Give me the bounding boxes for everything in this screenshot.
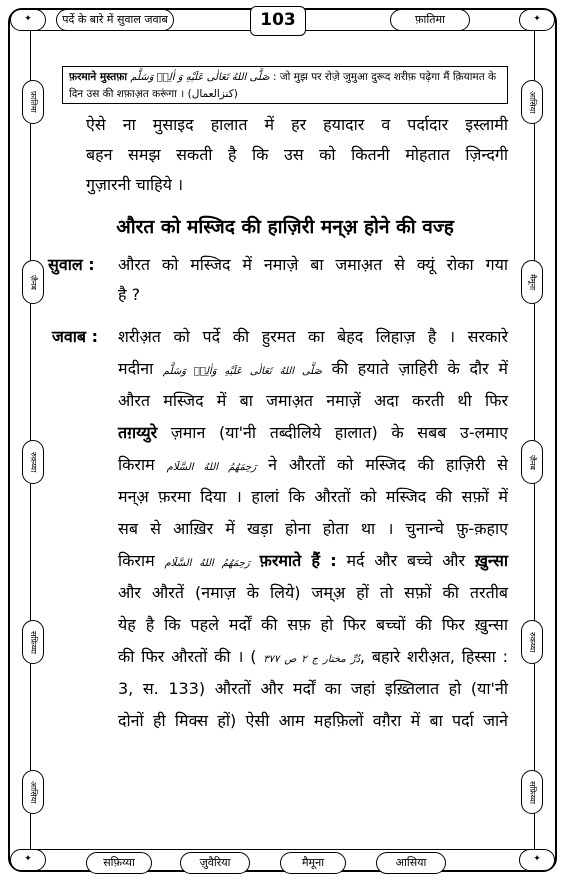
side-label-right-5: सफ़िय्या [521, 770, 543, 814]
side-label-right-4: रुक़य्या [521, 620, 543, 664]
side-label-left-1: फ़ातिमा [22, 80, 44, 124]
text-line [118, 450, 508, 480]
text-line: औरत मस्जिद में बा जमाअ़त नमाज़ें अदा करती थी फिर [118, 391, 508, 410]
text-line: सब से आख़िर में खड़ा होना होता था । चुनान्चे फ़ु-क़हाए [118, 519, 508, 538]
bottom-label-2: ज़ुवैरिया [180, 852, 250, 874]
text-line [118, 354, 508, 384]
section-heading: औरत को मस्जिद की हाज़िरी मन्अ़ होने की वज्ह [116, 216, 454, 238]
text-line [118, 418, 508, 448]
side-label-left-4: सफ़िय्या [22, 620, 44, 664]
text-line: 3, स. 133) औरतों और मर्दों का जहां इख़्तिलात हो (या'नी [118, 679, 508, 698]
chapter-title: पर्दे के बारे में सुवाल जवाब [56, 9, 174, 31]
text-line: दोनों ही मिक्स हों) ऐसी आम महफ़िलों वग़ैरा में बा पर्दा जाने [118, 711, 508, 730]
hadith-header [62, 66, 508, 104]
header-title: फ़रमाने मुस्तफ़ा [69, 71, 128, 83]
text-line: शरीअ़त को पर्दे की हुरमत का बेहद लिहाज़ है । सरकारे [118, 327, 508, 346]
text-span: मदीना [118, 359, 154, 378]
side-label-right-1: आसिया [521, 80, 543, 124]
text-span: की हयाते ज़ाहिरी के दौर में [331, 359, 508, 378]
text-line [118, 546, 508, 576]
header-text: : जो मुझ पर रोज़े जुमुआ दुरूद शरीफ़ पढ़ेगा मैं क़ियामत के दिन उस की शफ़ाअ़त करूंगा । (کنزالعمال) [69, 71, 497, 100]
side-label-right-3: ज़ैनब [521, 440, 543, 484]
text-line: है ? [118, 285, 141, 304]
bold-term: तग़य्युरे [118, 423, 158, 442]
text-span: ज़मान (या'नी तब्दीलिये हालात) के सबब उ-लमाए [170, 423, 508, 442]
question-label [48, 250, 112, 280]
header-arabic: صَلَّى اللهُ تَعَالٰى عَلَيْهِ وَ اٰلِهٖ وَسَلَّم [130, 72, 270, 83]
text-line: ऐसे ना मुसाइद हालात में हर हयादार व पर्दादार इस्लामी [86, 115, 508, 134]
text-span: ने औरतों को मस्जिद की हाज़िरी से [268, 455, 509, 474]
bold-text: फ़रमाते हैं : [259, 551, 337, 570]
text-span: की फिर औरतों की । ( [118, 647, 257, 666]
answer-label-text: जवाब : [52, 327, 99, 346]
page-number: 103 [250, 6, 306, 36]
corner-ornament-bottom-left: ✦ [10, 849, 46, 871]
text-line: बहन समझ सकती है कि उस को कितनी मोहतात ज़िन्दगी [86, 145, 508, 164]
bold-term: ख़ुन्सा [474, 551, 509, 570]
arabic-salutation: رَحِمَهُمُ اللهُ السَّلَام [164, 558, 250, 569]
text-span: , बहारे शरीअ़त, हिस्सा : [359, 647, 508, 666]
corner-ornament-top-left: ✦ [10, 9, 46, 31]
side-label-left-2: ज़ैनब [22, 260, 44, 304]
text-line: और औरतें (नमाज़ के लिये) जम्अ़ हों तो सफ़ों की तरतीब [118, 583, 508, 602]
text-span: मर्द और बच्चे और [346, 551, 466, 570]
text-line: येह है कि पहले मर्दों की सफ़ हो फिर बच्चों की फिर ख़ुन्सा [118, 615, 508, 634]
corner-ornament-top-right: ✦ [519, 9, 555, 31]
citation-arabic: دُرِّ مختار ج ٢ ص ٣٧٧ [263, 654, 360, 665]
side-label-right-2: मैमूना [521, 260, 543, 304]
text-line: गुज़ारनी चाहिये । [86, 175, 184, 194]
top-right-label: फ़ातिमा [390, 9, 470, 31]
text-span: किराम [118, 551, 155, 570]
side-label-left-5: आसिया [22, 770, 44, 814]
bottom-label-3: मैमूना [280, 852, 346, 874]
text-span: किराम [118, 455, 155, 474]
question-label-text: सुवाल : [48, 255, 95, 274]
corner-ornament-bottom-right: ✦ [519, 849, 555, 871]
bottom-label-1: सफ़िय्या [86, 852, 152, 874]
bottom-label-4: आसिया [376, 852, 446, 874]
arabic-salutation: صَلَّى اللهُ تَعَالٰى عَلَيْهِ وَاٰلِهٖ وَسَلَّم [162, 366, 322, 377]
text-line [118, 642, 508, 672]
side-label-left-3: रुक़य्या [22, 440, 44, 484]
text-line: मन्अ़ फ़रमा दिया । हालां कि औरतों को मस्जिद की सफ़ों में [118, 487, 508, 506]
text-line: औरत को मस्जिद में नमाज़े बा जमाअ़त से क्यूं रोका गया [118, 255, 508, 274]
arabic-salutation: رَحِمَهُمُ اللهُ السَّلَام [166, 462, 257, 473]
answer-label [52, 322, 116, 352]
